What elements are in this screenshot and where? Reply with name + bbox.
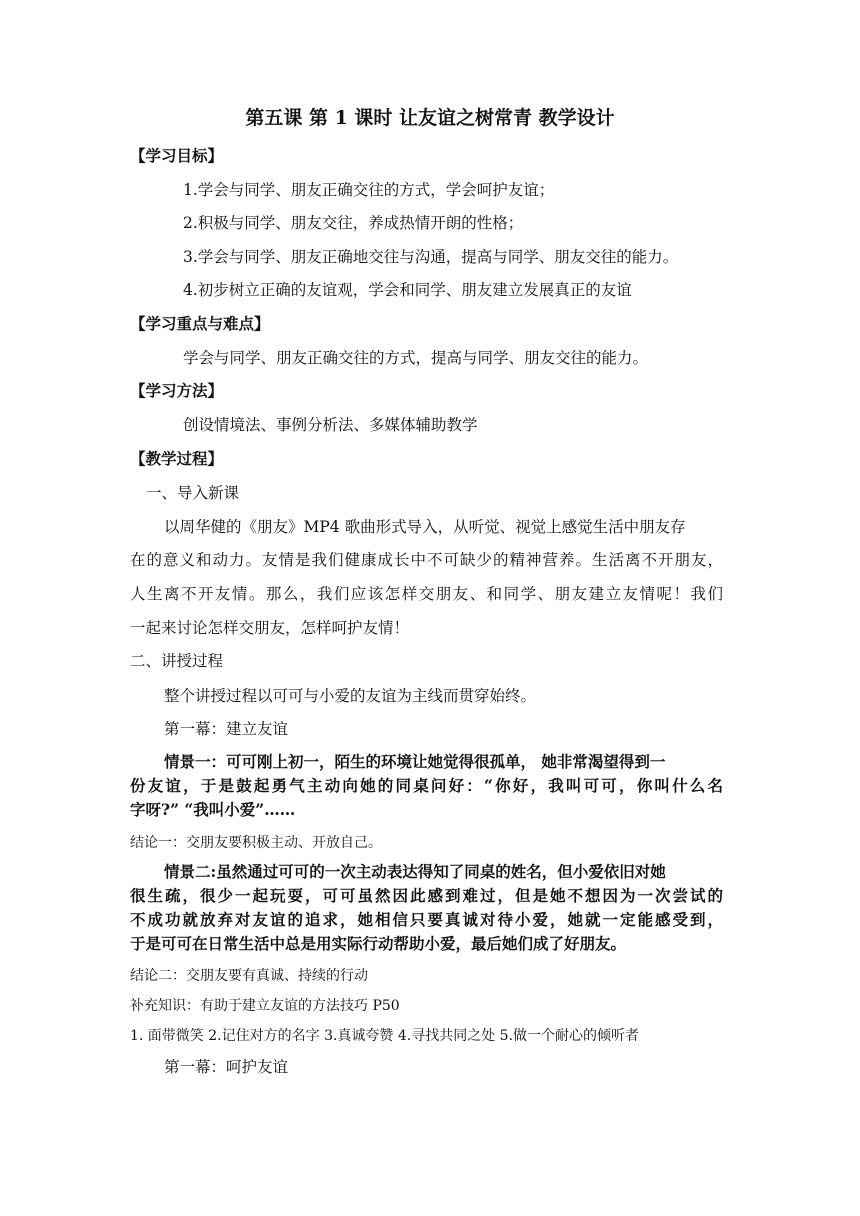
- keypoints-text: 学会与同学、朋友正确交往的方式，提高与同学、朋友交往的能力。: [183, 349, 649, 367]
- document-title: 第五课 第 1 课时 让友谊之树常青 教学设计: [245, 107, 615, 129]
- goals-heading: 【学习目标】: [130, 146, 224, 165]
- methods-text: 创设情境法、事例分析法、多媒体辅助教学: [183, 416, 478, 434]
- situation1-line: 字呀?” “我叫小爱”……: [130, 800, 296, 819]
- section2-heading: 二、讲授过程: [130, 652, 224, 670]
- goal-item: 2.积极与同学、朋友交往，养成热情开朗的性格；: [183, 214, 524, 232]
- situation2-line: 于是可可在日常生活中总是用实际行动帮助小爱，最后她们成了好朋友。: [130, 934, 627, 953]
- conclusion2: 结论二：交朋友要有真诚、持续的行动: [130, 968, 368, 984]
- situation1-line: 份友谊，于是鼓起勇气主动向她的同桌问好：“你好，我叫可可，你叫什么名: [130, 776, 723, 795]
- methods-heading: 【学习方法】: [130, 381, 224, 400]
- situation2-line: 很生疏，很少一起玩耍，可可虽然因此感到难过，但是她不想因为一次尝试的: [130, 886, 723, 905]
- friendship-tips-list: 1. 面带微笑 2.记住对方的名字 3.真诚夸赞 4.寻找共同之处 5.做一个耐心的倾听者: [130, 1028, 640, 1044]
- section1-heading: 一、导入新课: [146, 484, 240, 502]
- scene1-heading: 第一幕：建立友谊: [164, 720, 289, 738]
- keypoints-heading: 【学习重点与难点】: [130, 314, 270, 333]
- situation1-line: 情景一：可可刚上初一，陌生的环境让她觉得很孤单， 她非常渴望得到一: [164, 752, 666, 771]
- goal-item: 3.学会与同学、朋友正确地交往与沟通，提高与同学、朋友交往的能力。: [183, 248, 679, 266]
- section1-paragraph-line: 在的意义和动力。友情是我们健康成长中不可缺少的精神营养。生活离不开朋友，: [130, 551, 723, 569]
- section1-paragraph-line: 以周华健的《朋友》MP4 歌曲形式导入，从听觉、视觉上感觉生活中朋友存: [164, 518, 686, 536]
- scene2-heading: 第一幕：呵护友谊: [164, 1058, 289, 1076]
- section2-intro: 整个讲授过程以可可与小爱的友谊为主线而贯穿始终。: [164, 687, 537, 705]
- section1-paragraph-line: 一起来讨论怎样交朋友，怎样呵护友情！: [130, 619, 410, 637]
- goal-item: 1.学会与同学、朋友正确交往的方式，学会呵护友谊；: [183, 181, 555, 199]
- section1-paragraph-line: 人生离不开友情。那么，我们应该怎样交朋友、和同学、朋友建立友情呢！我们: [130, 585, 723, 603]
- situation2-line: 不成功就放弃对友谊的追求，她相信只要真诚对待小爱，她就一定能感受到，: [130, 910, 723, 929]
- situation2-line: 情景二:虽然通过可可的一次主动表达得知了同桌的姓名，但小爱依旧对她: [164, 862, 666, 881]
- goal-item: 4.初步树立正确的友谊观，学会和同学、朋友建立发展真正的友谊: [183, 281, 632, 299]
- conclusion1: 结论一：交朋友要积极主动、开放自己。: [130, 835, 382, 851]
- supplement-knowledge: 补充知识：有助于建立友谊的方法技巧 P50: [130, 998, 400, 1014]
- process-heading: 【教学过程】: [130, 449, 224, 468]
